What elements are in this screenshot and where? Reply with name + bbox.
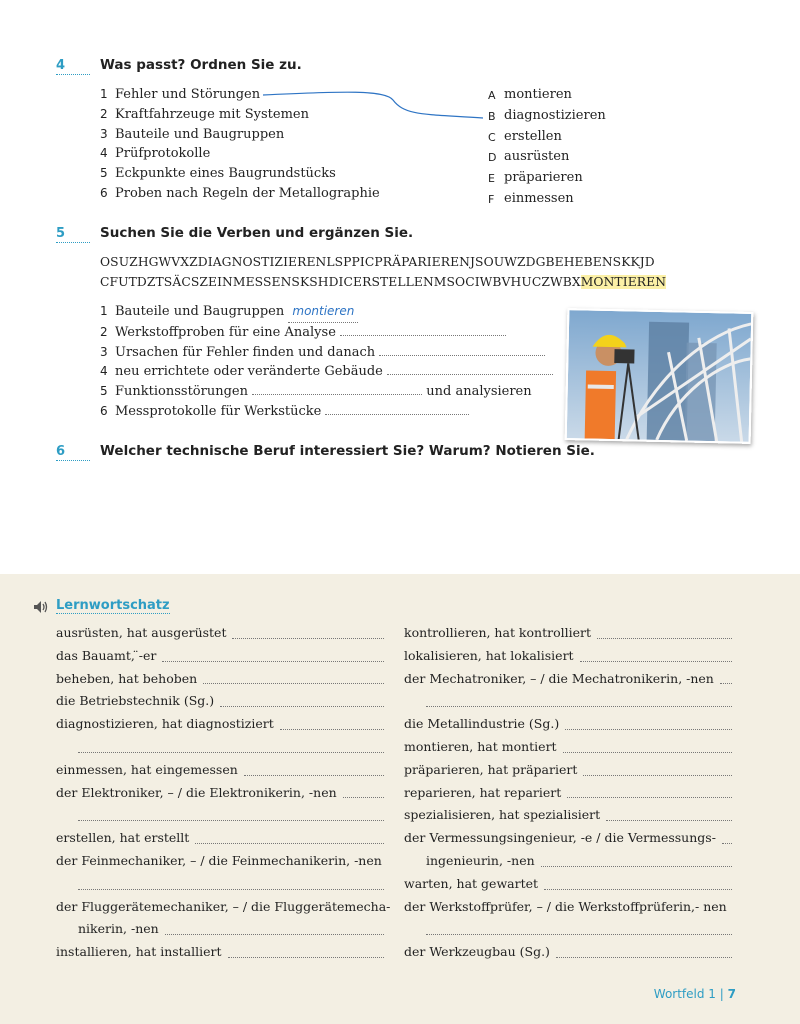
list-item bbox=[488, 106, 606, 127]
item-letter: D bbox=[488, 151, 497, 165]
vocab-text: nikerin, -nen bbox=[78, 921, 159, 937]
vocab-blank[interactable] bbox=[343, 782, 384, 799]
item-text: einmessen bbox=[504, 190, 574, 206]
vocab-blank[interactable] bbox=[563, 736, 732, 753]
vocab-blank[interactable] bbox=[78, 736, 384, 753]
match-line bbox=[255, 88, 490, 124]
list-item bbox=[100, 184, 380, 204]
exercise-5-number: 5 bbox=[56, 226, 90, 243]
exercise-6-number: 6 bbox=[56, 444, 90, 461]
item-text: Eckpunkte eines Baugrundstücks bbox=[115, 166, 336, 182]
item-letter: C bbox=[488, 130, 496, 144]
word-search-line-2 bbox=[100, 275, 666, 289]
item-text: Bauteile und Baugruppen bbox=[115, 304, 285, 319]
list-item bbox=[100, 144, 380, 164]
vocab-blank[interactable] bbox=[165, 918, 384, 935]
item-number: 4 bbox=[100, 364, 108, 379]
vocab-entry bbox=[56, 622, 384, 645]
vocab-entry bbox=[56, 941, 384, 964]
vocab-blank[interactable] bbox=[426, 918, 732, 935]
exercise-5-title: Suchen Sie die Verben und ergänzen Sie. bbox=[100, 225, 414, 241]
list-item bbox=[100, 402, 553, 422]
item-number: 1 bbox=[100, 304, 108, 318]
vocab-blank[interactable] bbox=[195, 827, 384, 844]
item-text: Funktionsstörungen bbox=[115, 384, 248, 400]
exercise-4-title: Was passt? Ordnen Sie zu. bbox=[100, 57, 302, 73]
vocab-text: spezialisieren, hat spezialisiert bbox=[404, 807, 601, 823]
vocab-text: einmessen, hat eingemessen bbox=[56, 761, 238, 777]
vocab-text: der Werkzeugbau (Sg.) bbox=[404, 944, 550, 960]
item-text: Werkstoffproben für eine Analyse bbox=[115, 324, 336, 340]
vocab-entry bbox=[404, 782, 732, 805]
item-number: 1 bbox=[100, 87, 108, 101]
item-letter: F bbox=[488, 192, 495, 206]
item-number: 2 bbox=[100, 324, 108, 339]
vocab-text: erstellen, hat erstellt bbox=[56, 830, 190, 846]
vocab-entry bbox=[56, 873, 384, 896]
item-text: erstellen bbox=[504, 128, 562, 144]
answer-field[interactable] bbox=[340, 323, 506, 336]
list-item bbox=[100, 362, 553, 382]
vocab-entry bbox=[56, 782, 384, 805]
vocab-entry bbox=[56, 918, 384, 941]
list-item bbox=[100, 164, 380, 184]
vocab-entry bbox=[56, 668, 384, 691]
vocab-blank[interactable] bbox=[244, 759, 384, 776]
vocab-text: der Fluggerätemechaniker, – / die Fluggerätemecha- bbox=[56, 898, 391, 914]
vocab-text: installieren, hat installiert bbox=[56, 944, 222, 960]
vocab-text: warten, hat gewartet bbox=[404, 875, 539, 891]
vocab-text: reparieren, hat repariert bbox=[404, 784, 562, 800]
vocab-text: der Mechatroniker, – / die Mechatronikerin, -nen bbox=[404, 670, 714, 686]
item-text: diagnostizieren bbox=[504, 107, 606, 123]
item-number: 6 bbox=[100, 403, 108, 418]
vocab-entry bbox=[404, 668, 732, 691]
item-number: 3 bbox=[100, 126, 108, 141]
vocab-blank[interactable] bbox=[544, 873, 732, 890]
vocab-entry bbox=[404, 622, 732, 645]
list-item bbox=[100, 302, 553, 323]
vocab-text: der Vermessungsingenieur, -e / die Vermessungs- bbox=[404, 830, 716, 846]
vocab-text: präparieren, hat präpariert bbox=[404, 761, 578, 777]
item-number: 5 bbox=[100, 384, 108, 399]
vocabulary-column-2 bbox=[404, 622, 732, 964]
list-item bbox=[488, 147, 606, 168]
vocab-entry bbox=[56, 850, 384, 873]
vocab-entry bbox=[404, 713, 732, 736]
exercise-5-items bbox=[100, 302, 553, 422]
vocab-text: der Feinmechaniker, – / die Feinmechanikerin, -nen bbox=[56, 852, 382, 868]
vocabulary-column-1 bbox=[56, 622, 391, 964]
vocab-entry bbox=[56, 690, 384, 713]
vocab-blank[interactable] bbox=[720, 668, 732, 685]
speaker-icon[interactable] bbox=[33, 600, 49, 614]
vocab-blank[interactable] bbox=[580, 645, 732, 662]
vocab-text: diagnostizieren, hat diagnostiziert bbox=[56, 716, 274, 732]
vocab-text: das Bauamt, ̈-er bbox=[56, 647, 157, 663]
word-search-highlight: MONTIEREN bbox=[580, 275, 667, 289]
vocab-blank[interactable] bbox=[567, 782, 732, 799]
vocab-blank[interactable] bbox=[162, 645, 384, 662]
list-item bbox=[100, 125, 380, 145]
vocab-blank[interactable] bbox=[228, 941, 384, 958]
answer-field[interactable] bbox=[252, 382, 422, 395]
answer-field[interactable] bbox=[325, 402, 469, 415]
vocab-entry bbox=[404, 941, 732, 964]
item-text: neu errichtete oder veränderte Gebäude bbox=[115, 364, 383, 380]
item-text: präparieren bbox=[504, 170, 583, 186]
vocab-entry bbox=[404, 827, 732, 850]
item-letter: B bbox=[488, 109, 496, 123]
page-footer bbox=[654, 987, 736, 1001]
list-item bbox=[100, 382, 553, 402]
vocab-blank[interactable] bbox=[541, 850, 732, 867]
word-search-line-2-text: CFUTDZTSÄCSZEINMESSENSKSHDICERSTELLENMSOCIWBVHUCZWBX bbox=[100, 275, 581, 289]
item-text: Prüfprotokolle bbox=[115, 146, 211, 162]
item-number: 2 bbox=[100, 106, 108, 121]
vocab-entry bbox=[404, 736, 732, 759]
exercise-4-right-list bbox=[488, 85, 606, 210]
vocab-blank[interactable] bbox=[556, 941, 732, 958]
vocab-text: lokalisieren, hat lokalisiert bbox=[404, 647, 574, 663]
vocab-blank[interactable] bbox=[722, 827, 732, 844]
vocab-blank[interactable] bbox=[597, 622, 732, 639]
item-letter: E bbox=[488, 172, 495, 186]
surveyor-photo bbox=[565, 308, 754, 444]
vocab-entry bbox=[404, 645, 732, 668]
page-number: 7 bbox=[727, 987, 736, 1001]
item-text: Kraftfahrzeuge mit Systemen bbox=[115, 106, 309, 122]
list-item bbox=[488, 168, 606, 189]
vocab-entry bbox=[56, 896, 391, 919]
item-number: 3 bbox=[100, 344, 108, 359]
item-text: Proben nach Regeln der Metallographie bbox=[115, 185, 380, 201]
vocab-blank[interactable] bbox=[232, 622, 384, 639]
vocab-entry bbox=[404, 896, 732, 919]
list-item bbox=[488, 85, 606, 106]
vocab-blank[interactable] bbox=[203, 668, 384, 685]
footer-separator: | bbox=[719, 987, 724, 1001]
item-text: Messprotokolle für Werkstücke bbox=[115, 403, 322, 419]
vocab-blank[interactable] bbox=[606, 804, 732, 821]
vocab-blank[interactable] bbox=[426, 690, 732, 707]
vocab-text: die Betriebstechnik (Sg.) bbox=[56, 693, 215, 709]
vocab-blank[interactable] bbox=[583, 759, 732, 776]
list-item bbox=[100, 323, 553, 343]
item-text: ausrüsten bbox=[504, 149, 570, 165]
vocabulary-title: Lernwortschatz bbox=[56, 598, 170, 613]
item-text: Bauteile und Baugruppen bbox=[115, 126, 285, 142]
item-number: 6 bbox=[100, 185, 108, 200]
vocab-text: ausrüsten, hat ausgerüstet bbox=[56, 625, 227, 640]
vocab-text: der Elektroniker, – / die Elektronikerin, -nen bbox=[56, 784, 337, 800]
vocab-entry bbox=[404, 759, 732, 782]
vocab-text: der Werkstoffprüfer, – / die Werkstoffprüferin,- nen bbox=[404, 898, 727, 914]
list-item bbox=[488, 127, 606, 148]
vocab-text: die Metallindustrie (Sg.) bbox=[404, 716, 560, 732]
list-item bbox=[488, 189, 606, 210]
vocab-entry bbox=[56, 804, 384, 827]
item-text: Fehler und Störungen bbox=[115, 87, 261, 102]
vocab-entry bbox=[404, 804, 732, 827]
vocab-entry bbox=[404, 918, 732, 941]
vocab-entry bbox=[56, 827, 384, 850]
vocab-blank[interactable] bbox=[565, 713, 732, 730]
vocab-blank[interactable] bbox=[78, 804, 384, 821]
vocab-entry bbox=[56, 645, 384, 668]
vocab-blank[interactable] bbox=[280, 713, 384, 730]
word-search-line-1: OSUZHGWVXZDIAGNOSTIZIERENLSPPICPRÄPARIERENJSOUWZDGBEHEBENSKKJD bbox=[100, 255, 655, 269]
answer-field[interactable] bbox=[387, 362, 553, 375]
item-text: Ursachen für Fehler finden und danach bbox=[115, 344, 376, 360]
vocab-text: beheben, hat behoben bbox=[56, 670, 198, 686]
vocab-entry bbox=[404, 873, 732, 896]
vocab-entry bbox=[56, 736, 384, 759]
vocab-entry bbox=[404, 690, 732, 713]
item-letter: A bbox=[488, 89, 496, 102]
vocab-entry bbox=[56, 759, 384, 782]
answer-field[interactable] bbox=[379, 343, 545, 356]
exercise-6-title: Welcher technische Beruf interessiert Sie? Warum? Notieren Sie. bbox=[100, 443, 595, 459]
vocab-text: ingenieurin, -nen bbox=[426, 852, 535, 868]
vocab-text: kontrollieren, hat kontrolliert bbox=[404, 625, 591, 640]
answer-field[interactable]: montieren bbox=[288, 302, 358, 323]
footer-section: Wortfeld 1 bbox=[653, 987, 716, 1001]
exercise-4-number: 4 bbox=[56, 58, 90, 75]
vocab-text: montieren, hat montiert bbox=[404, 738, 557, 754]
vocab-entry bbox=[404, 850, 732, 873]
vocab-blank[interactable] bbox=[220, 690, 384, 707]
vocab-blank[interactable] bbox=[78, 873, 384, 890]
item-number: 5 bbox=[100, 166, 108, 181]
list-item bbox=[100, 343, 553, 363]
item-text: montieren bbox=[504, 87, 572, 102]
vocab-entry bbox=[56, 713, 384, 736]
item-text-after: und analysieren bbox=[426, 384, 532, 400]
item-number: 4 bbox=[100, 146, 108, 161]
